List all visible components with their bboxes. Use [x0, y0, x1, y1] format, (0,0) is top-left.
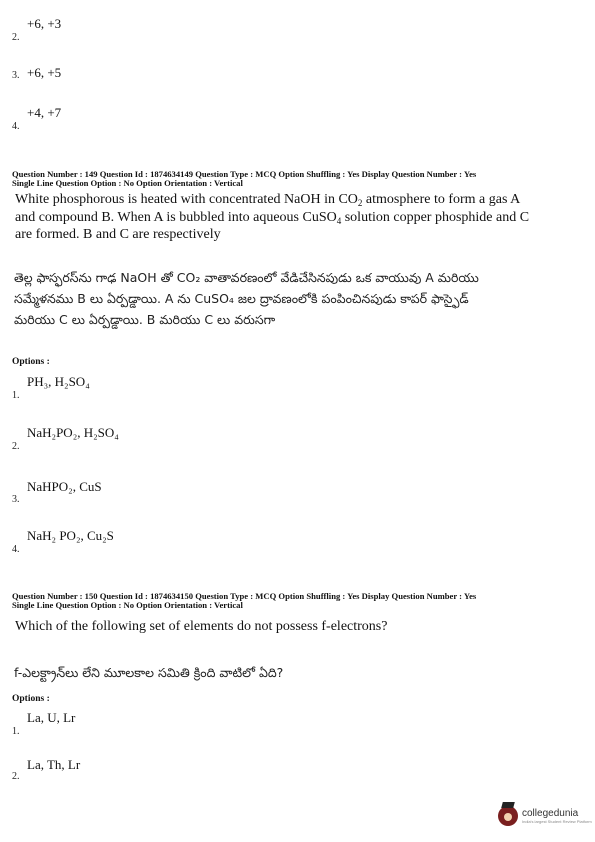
- q149-telugu-line2: సమ్మేళనము B లు ఏర్పడ్డాయి. A ను CuSO₄ జల ద్రావణంలోకి పంపించినపుడు కాపర్ ఫాస్ఫైడ్: [14, 291, 469, 306]
- q150-option-1-number: 1.: [12, 726, 20, 737]
- q149-option-3-text[interactable]: NaHPO₂, CuS: [27, 479, 102, 494]
- prev-option-4-number: 4.: [12, 121, 20, 132]
- q149-option-4-text[interactable]: NaH₂ PO₂, Cu₂S: [27, 528, 114, 543]
- q150-meta-line2: Single Line Question Option : No Option Orientation : Vertical: [12, 600, 243, 610]
- q150-option-2-number: 2.: [12, 771, 20, 782]
- q150-meta-line1: Question Number : 150 Question Id : 1874634150 Question Type : MCQ Option Shuffling : Yes Display Question Number : Yes: [12, 591, 477, 601]
- q149-option-1-number: 1.: [12, 390, 20, 401]
- q149-english-line3: are formed. B and C are respectively: [15, 227, 221, 242]
- q149-english-line1: White phosphorous is heated with concentrated NaOH in $CO_2$ atmosphere to form a gas A: [15, 192, 521, 208]
- q149-options-label: Options :: [12, 357, 50, 367]
- q149-telugu-line1: తెల్ల ఫాస్ఫరస్‌ను గాఢ NaOH తో CO₂ వాతావరణంలో వేడిచేసినపుడు ఒక వాయువు A మరియు: [14, 270, 479, 285]
- q149-telugu-line3: మరియు C లు ఏర్పడ్డాయి. B మరియు C లు వరుసగా: [14, 312, 276, 327]
- q150-option-1-text[interactable]: La, U, Lr: [27, 710, 76, 725]
- q149-option-1-text[interactable]: PH₃, H₂SO₄: [27, 374, 90, 389]
- q149-english-text: [15, 191, 585, 244]
- q149-option-2-number: 2.: [12, 441, 20, 452]
- q149-meta-line2: Single Line Question Option : No Option Orientation : Vertical: [12, 178, 243, 188]
- q150-english-text: Which of the following set of elements do not possess f-electrons?: [15, 619, 388, 634]
- q149-option-2-text[interactable]: NaH₂PO₂, H₂SO₄: [27, 425, 119, 440]
- q149-telugu-text: [14, 267, 584, 330]
- prev-option-4-text: +4, +7: [27, 105, 62, 120]
- q150-option-2-text[interactable]: La, Th, Lr: [27, 757, 81, 772]
- q149-option-3-number: 3.: [12, 494, 20, 505]
- q150-telugu-text: f-ఎలక్ట్రాన్‌లు లేని మూలకాల సమితి క్రింది వాటిలో ఏది?: [14, 665, 284, 680]
- logo-tagline: India's largest Student Review Platform: [522, 818, 592, 824]
- q149-option-4-number: 4.: [12, 544, 20, 555]
- prev-option-2-number: 2.: [12, 32, 20, 43]
- collegedunia-logo: [498, 806, 592, 826]
- prev-option-3-number: 3.: [12, 70, 20, 81]
- prev-option-2-text: +6, +3: [27, 16, 62, 31]
- prev-option-3-text: +6, +5: [27, 65, 62, 80]
- logo-name: collegedunia: [522, 807, 579, 819]
- q149-english-line2: and compound B. When A is bubbled into aqueous CuSO$_4$ solution copper phosphide and C: [15, 209, 530, 226]
- student-mascot-icon: [498, 806, 518, 826]
- q149-meta-line1: Question Number : 149 Question Id : 1874634149 Question Type : MCQ Option Shuffling : Yes Display Question Number : Yes: [12, 169, 477, 179]
- q150-options-label: Options :: [12, 694, 50, 704]
